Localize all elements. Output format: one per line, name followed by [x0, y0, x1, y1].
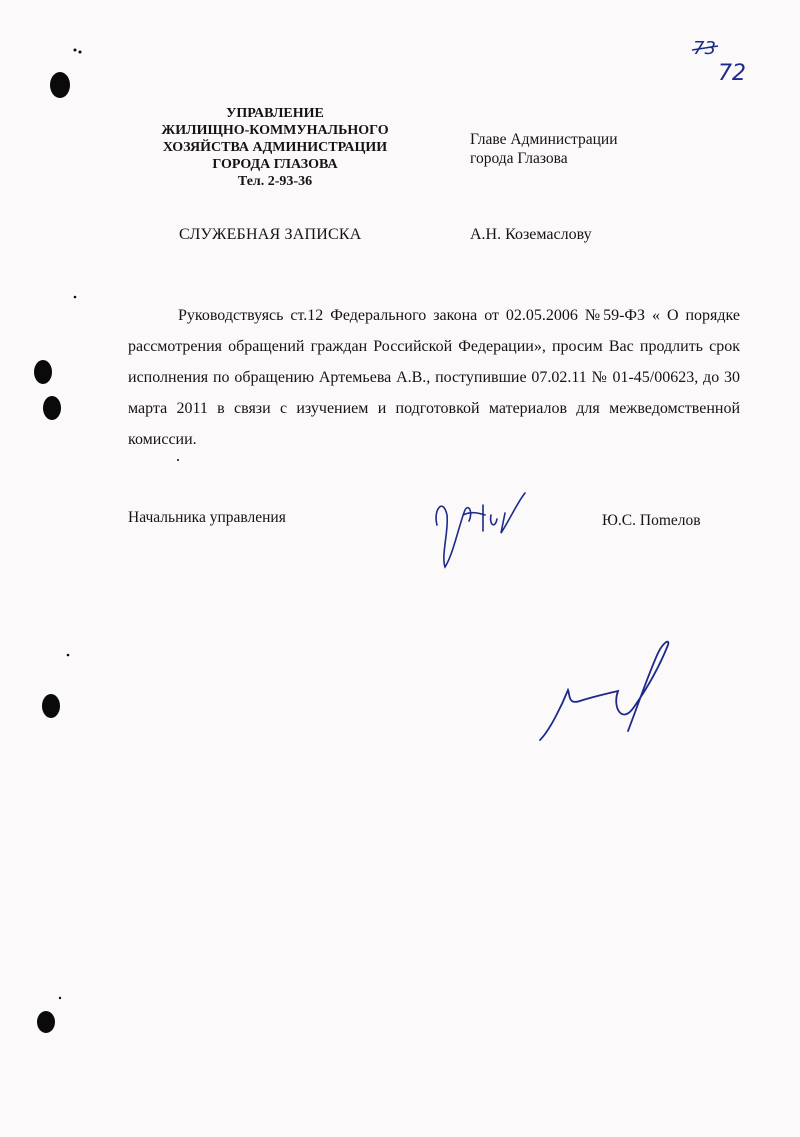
memo-body-paragraph: Руководствуясь ст.12 Федерального закона от 02.05.2006 №59-ФЗ « О порядке рассмотрения обращений граждан Российской Федерации», просим Вас продлить срок исполнения по обращению Артемьева А.В., поступившие 07.02.11 № 01-45/00623, до 30 марта 2011 в связи с изучением и подготовкой материалов для межведомственной комиссии. — [128, 307, 740, 448]
handwritten-mark — [530, 635, 680, 750]
department-header — [150, 105, 400, 190]
signatory-name: Ю.С. Пomeлов — [602, 512, 701, 529]
signature-position: Начальника управления — [128, 509, 286, 526]
recipient-block — [470, 130, 618, 168]
department-line: ГОРОДА ГЛАЗОВА — [212, 157, 338, 172]
handwritten-page-number — [690, 38, 770, 88]
handwritten-signature — [425, 485, 535, 575]
department-line: ЖИЛИЩНО-КОММУНАЛЬНОГО — [161, 123, 389, 138]
memo-title: СЛУЖЕБНАЯ ЗАПИСКА — [179, 226, 362, 243]
addressee-name: А.Н. Коземаслову — [470, 226, 592, 243]
department-phone: Тел. 2-93-36 — [237, 174, 313, 189]
recipient-line: Главе Администрации — [470, 131, 618, 148]
department-line: ХОЗЯЙСТВА АДМИНИСТРАЦИИ — [162, 140, 388, 155]
department-line: УПРАВЛЕНИЕ — [226, 106, 324, 121]
recipient-line: города Глазова — [470, 150, 568, 167]
page-number-struck: 73 — [693, 38, 716, 59]
page-number-current: 72 — [718, 61, 746, 86]
memo-body — [128, 300, 740, 455]
